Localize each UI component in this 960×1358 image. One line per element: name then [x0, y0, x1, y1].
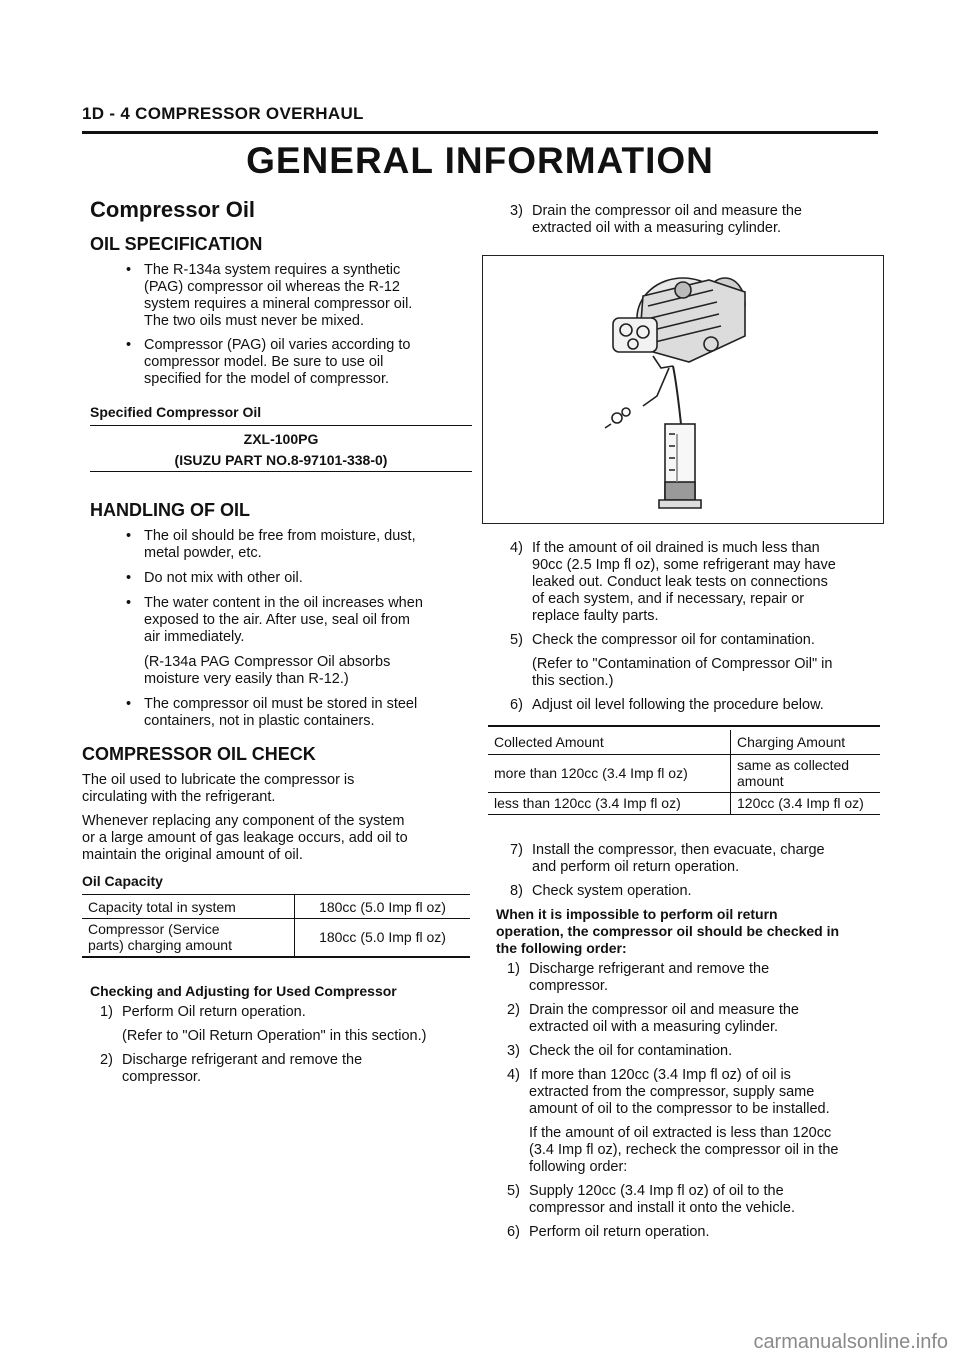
- divider: [488, 725, 880, 727]
- text-line: Discharge refrigerant and remove the: [529, 961, 770, 977]
- step-number: 1): [507, 961, 520, 977]
- text-line: compressor model. Be sure to use oil: [144, 354, 384, 370]
- oil-spec-heading: OIL SPECIFICATION: [90, 234, 263, 254]
- header-rule: [82, 131, 878, 134]
- text-line: Adjust oil level following the procedure below.: [532, 697, 824, 713]
- step-1: [100, 1004, 490, 1021]
- step-2: [100, 1052, 490, 1086]
- step-4: [510, 540, 890, 625]
- text-line: • Compressor (PAG) oil varies according to: [144, 337, 411, 353]
- text-line: The two oils must never be mixed.: [144, 313, 365, 329]
- text-line: Compressor (Service: [88, 921, 220, 938]
- text-line: If the amount of oil drained is much less than: [532, 540, 820, 556]
- final-step-5: [507, 1183, 887, 1217]
- text-line: (PAG) compressor oil whereas the R-12: [144, 279, 400, 295]
- table-cell: less than 120cc (3.4 Imp fl oz): [488, 792, 731, 814]
- text-line: and perform oil return operation.: [532, 859, 740, 875]
- text-line: Supply 120cc (3.4 Imp fl oz) of oil to the: [529, 1183, 784, 1199]
- handling-bullet-2: [90, 570, 480, 587]
- text-line: parts) charging amount: [88, 937, 232, 954]
- text-line: operation, the compressor oil should be checked in: [496, 923, 840, 939]
- text-line: The oil used to lubricate the compressor is: [82, 772, 355, 788]
- text-line: compressor.: [122, 1069, 201, 1085]
- text-line: Perform oil return operation.: [529, 1224, 710, 1240]
- table-cell: more than 120cc (3.4 Imp fl oz): [488, 754, 731, 792]
- text-line: leaked out. Conduct leak tests on connections: [532, 574, 828, 590]
- final-step-4-note: [507, 1125, 887, 1176]
- text-line: or a large amount of gas leakage occurs, add oil to: [82, 830, 408, 846]
- final-step-1: [507, 961, 887, 995]
- table-row: [82, 919, 470, 957]
- step-number: 4): [510, 540, 523, 556]
- table-row: [82, 895, 470, 919]
- oil-spec-bullet-1: [90, 262, 480, 330]
- specified-oil-label: Specified Compressor Oil: [90, 404, 262, 420]
- table-cell: 180cc (5.0 Imp fl oz): [319, 929, 446, 946]
- table-header-charging: Charging Amount: [737, 733, 846, 750]
- text-line: this section.): [532, 673, 614, 689]
- charging-table: [488, 730, 880, 815]
- text-line: containers, not in plastic containers.: [144, 713, 375, 729]
- final-step-6: [507, 1224, 887, 1241]
- step-number: 7): [510, 842, 523, 858]
- compressor-oil-heading: Compressor Oil: [90, 197, 256, 222]
- table-row: [488, 754, 880, 792]
- divider: [90, 471, 472, 472]
- text-line: extracted oil with a measuring cylinder.: [532, 220, 782, 236]
- text-line: Install the compressor, then evacuate, charge: [532, 842, 825, 858]
- step-6: [510, 697, 890, 714]
- oil-spec-bullet-2: [90, 337, 480, 388]
- text-line: If more than 120cc (3.4 Imp fl oz) of oil is: [529, 1067, 791, 1083]
- text-line: • The R-134a system requires a synthetic: [144, 262, 401, 278]
- step-number: 6): [507, 1224, 520, 1240]
- text-line: same as collected: [737, 757, 850, 773]
- check-paragraph-2: [82, 813, 482, 864]
- table-row: [488, 792, 880, 814]
- text-line: Discharge refrigerant and remove the: [122, 1052, 363, 1068]
- step-number: 5): [510, 632, 523, 648]
- step-number: 6): [510, 697, 523, 713]
- text-line: Perform Oil return operation.: [122, 1004, 306, 1020]
- text-line: moisture very easily than R-12.): [144, 671, 349, 687]
- oil-capacity-label: Oil Capacity: [82, 873, 163, 889]
- table-cell: [82, 919, 295, 957]
- text-line: (R-134a PAG Compressor Oil absorbs: [144, 654, 391, 670]
- handling-heading: HANDLING OF OIL: [90, 500, 250, 520]
- text-line: If the amount of oil extracted is less than 120cc: [529, 1125, 832, 1141]
- watermark: carmanualsonline.info: [753, 1331, 948, 1353]
- check-paragraph-1: [82, 772, 482, 806]
- step-3: [510, 203, 890, 237]
- text-line: (3.4 Imp fl oz), recheck the compressor oil in the: [529, 1142, 839, 1158]
- table-cell: 180cc (5.0 Imp fl oz): [319, 898, 446, 915]
- text-line: specified for the model of compressor.: [144, 371, 390, 387]
- text-line: compressor and install it onto the vehicle.: [529, 1200, 795, 1216]
- handling-note: [90, 654, 480, 688]
- steps-7-8: [510, 842, 890, 900]
- page-header: 1D - 4 COMPRESSOR OVERHAUL: [82, 104, 364, 123]
- final-steps: [507, 961, 887, 1241]
- step-7: [510, 842, 890, 876]
- step-5-note: [510, 656, 890, 690]
- final-step-4: [507, 1067, 887, 1118]
- text-line: air immediately.: [144, 629, 245, 645]
- text-line: (Refer to "Oil Return Operation" in this section.): [122, 1028, 427, 1044]
- text-line: Whenever replacing any component of the system: [82, 813, 405, 829]
- table-cell: [731, 754, 881, 792]
- text-line: Check the compressor oil for contamination.: [532, 632, 815, 648]
- specified-oil-name: ZXL-100PG: [243, 431, 319, 447]
- step-note: [100, 1028, 490, 1045]
- text-line: When it is impossible to perform oil return: [496, 906, 778, 922]
- text-line: Check the oil for contamination.: [529, 1043, 733, 1059]
- handling-bullet-3: [90, 595, 480, 646]
- text-line: metal powder, etc.: [144, 545, 262, 561]
- text-line: • The water content in the oil increases when: [144, 595, 423, 611]
- step-number: 3): [510, 203, 523, 219]
- text-line: of each system, and if necessary, repair or: [532, 591, 805, 607]
- table-header-collected: Collected Amount: [488, 730, 731, 754]
- table-cell: [82, 895, 295, 919]
- text-line: 90cc (2.5 Imp fl oz), some refrigerant may have: [532, 557, 836, 573]
- text-line: amount: [737, 773, 784, 789]
- text-line: exposed to the air. After use, seal oil from: [144, 612, 410, 628]
- handling-bullets: [90, 528, 480, 730]
- text-line: amount of oil to the compressor to be installed.: [529, 1101, 830, 1117]
- step-5: [510, 632, 890, 649]
- text-line: extracted oil with a measuring cylinder.: [529, 1019, 779, 1035]
- compressor-drawing-icon: [483, 256, 883, 523]
- step-number: 8): [510, 883, 523, 899]
- step-number: 2): [507, 1002, 520, 1018]
- final-step-2: [507, 1002, 887, 1036]
- handling-bullet-1: [90, 528, 480, 562]
- compressor-illustration: [482, 255, 884, 524]
- steps-4-6: [510, 540, 890, 714]
- text-line: circulating with the refrigerant.: [82, 789, 276, 805]
- text-line: (Refer to "Contamination of Compressor Oil" in: [532, 656, 833, 672]
- step-number: 1): [100, 1004, 113, 1020]
- step-number: 4): [507, 1067, 520, 1083]
- text-line: • The compressor oil must be stored in steel: [144, 696, 418, 712]
- text-line: extracted from the compressor, supply same: [529, 1084, 815, 1100]
- handling-bullet-4: [90, 696, 480, 730]
- capacity-table: [82, 894, 470, 958]
- text-line: Capacity total in system: [88, 898, 236, 915]
- text-line: • The oil should be free from moisture, dust,: [144, 528, 416, 544]
- page-title: GENERAL INFORMATION: [246, 140, 714, 181]
- text-line: the following order:: [496, 940, 627, 956]
- text-line: following order:: [529, 1159, 628, 1175]
- text-line: compressor.: [529, 978, 608, 994]
- text-line: Drain the compressor oil and measure the: [532, 203, 802, 219]
- specified-oil-part: (ISUZU PART NO.8-97101-338-0): [174, 452, 388, 468]
- oil-spec-bullets: [90, 262, 480, 388]
- final-step-3: [507, 1043, 887, 1060]
- text-line: system requires a mineral compressor oil.: [144, 296, 413, 312]
- used-compressor-heading: Checking and Adjusting for Used Compressor: [90, 983, 397, 999]
- text-line: • Do not mix with other oil.: [144, 570, 303, 586]
- step-number: 3): [507, 1043, 520, 1059]
- divider: [90, 425, 472, 426]
- used-compressor-steps: [100, 1004, 490, 1086]
- impossible-heading: [496, 906, 886, 957]
- text-line: Drain the compressor oil and measure the: [529, 1002, 799, 1018]
- text-line: replace faulty parts.: [532, 608, 659, 624]
- table-row: [488, 730, 880, 754]
- table-cell: 120cc (3.4 Imp fl oz): [737, 795, 864, 811]
- drain-step: [510, 203, 890, 237]
- step-number: 5): [507, 1183, 520, 1199]
- text-line: maintain the original amount of oil.: [82, 847, 303, 863]
- step-8: [510, 883, 890, 900]
- compressor-oil-check-heading: COMPRESSOR OIL CHECK: [82, 744, 316, 764]
- text-line: Check system operation.: [532, 883, 692, 899]
- step-number: 2): [100, 1052, 113, 1068]
